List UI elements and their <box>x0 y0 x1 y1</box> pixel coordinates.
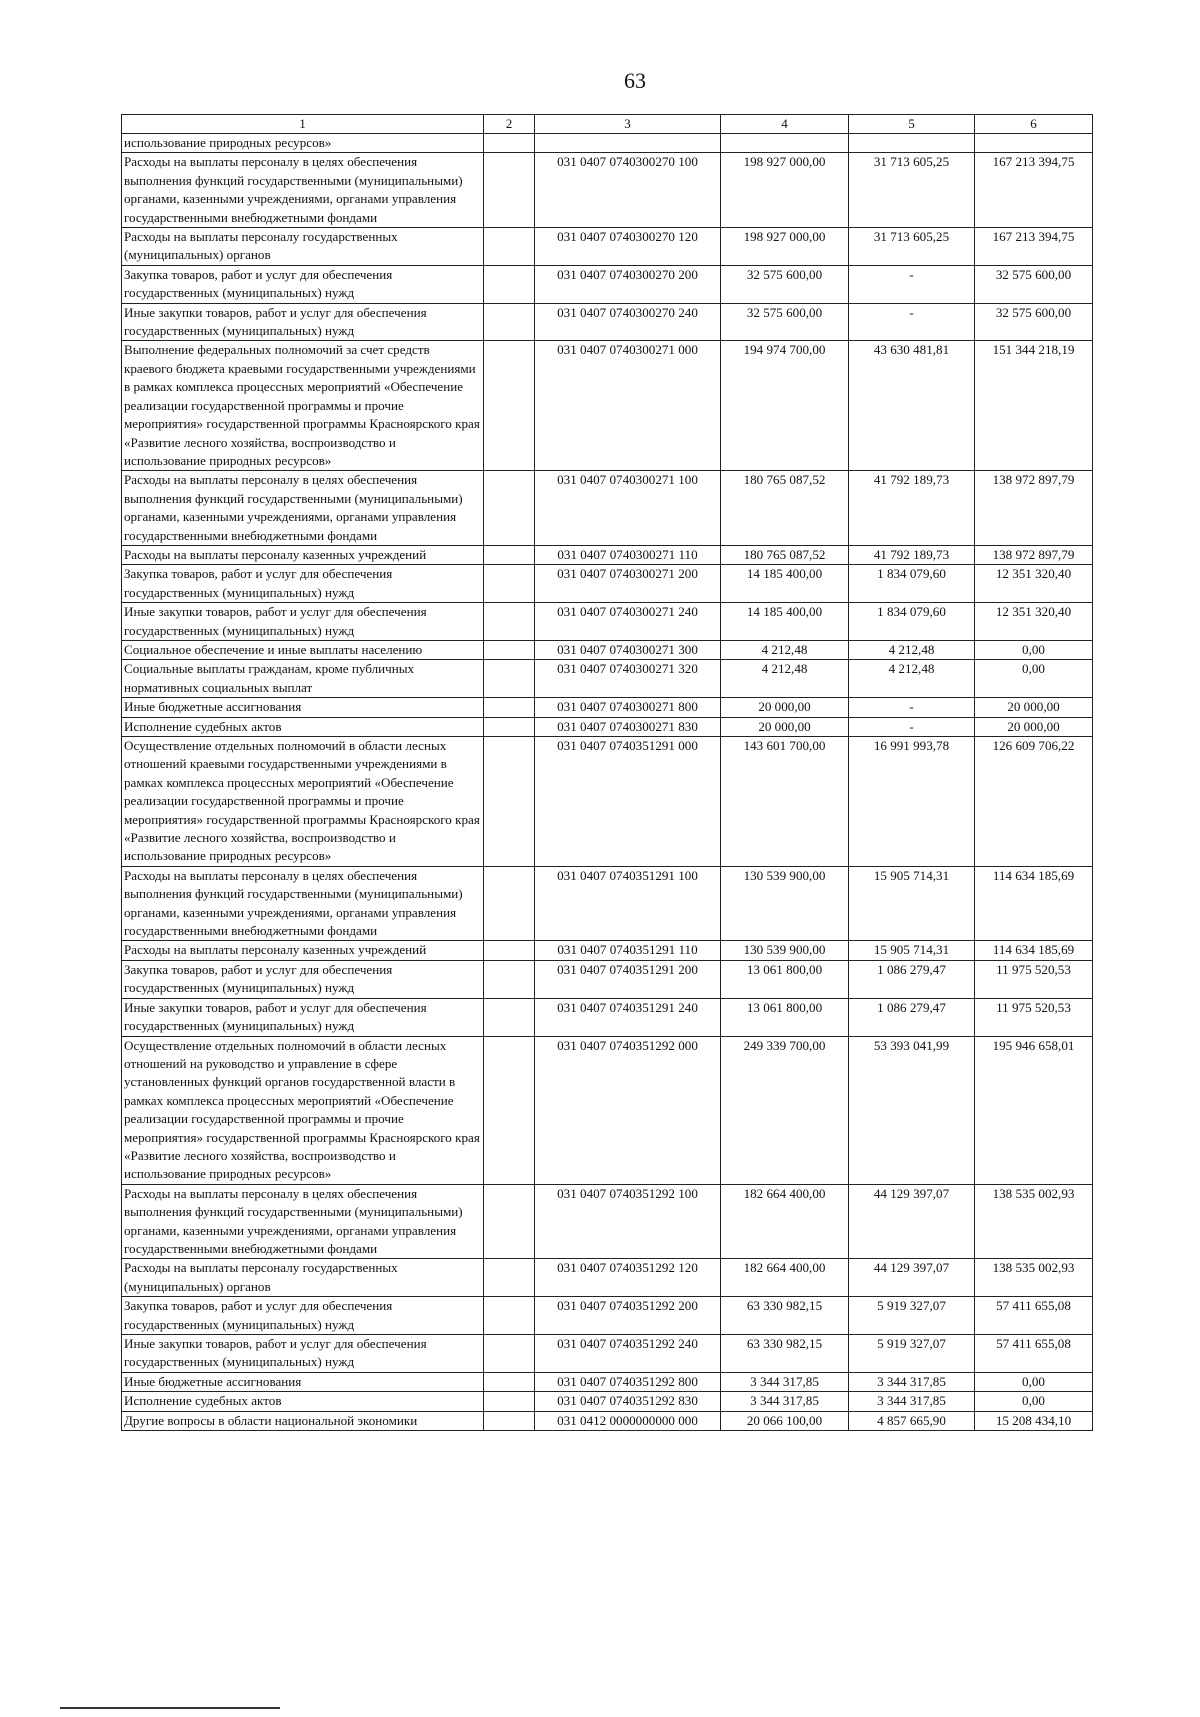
executed-amount-cell: - <box>849 303 975 341</box>
planned-amount-cell: 182 664 400,00 <box>721 1259 849 1297</box>
remaining-amount-cell: 138 535 002,93 <box>975 1184 1093 1259</box>
table-row <box>122 603 1093 641</box>
expense-name-cell: Расходы на выплаты персоналу в целях обеспечения выполнения функций государственными (муниципальными) органами, казенными учреждениями, органами управления государственными внебюджетными фондами <box>122 153 484 228</box>
table-row <box>122 228 1093 266</box>
expense-name-cell: Закупка товаров, работ и услуг для обеспечения государственных (муниципальных) нужд <box>122 960 484 998</box>
remaining-amount-cell: 138 972 897,79 <box>975 471 1093 546</box>
table-row <box>122 1184 1093 1259</box>
budget-code-cell: 031 0407 0740351292 800 <box>535 1372 721 1391</box>
remaining-amount-cell: 114 634 185,69 <box>975 941 1093 960</box>
budget-code-cell: 031 0407 0740300270 120 <box>535 228 721 266</box>
planned-amount-cell: 63 330 982,15 <box>721 1297 849 1335</box>
table-row <box>122 565 1093 603</box>
table-row <box>122 1259 1093 1297</box>
column-header: 4 <box>721 115 849 134</box>
planned-amount-cell: 4 212,48 <box>721 660 849 698</box>
expense-name-cell: Иные закупки товаров, работ и услуг для обеспечения государственных (муниципальных) нужд <box>122 603 484 641</box>
planned-amount-cell: 63 330 982,15 <box>721 1335 849 1373</box>
remaining-amount-cell: 138 535 002,93 <box>975 1259 1093 1297</box>
executed-amount-cell: 1 834 079,60 <box>849 565 975 603</box>
remaining-amount-cell: 0,00 <box>975 660 1093 698</box>
remaining-amount-cell: 11 975 520,53 <box>975 998 1093 1036</box>
table-row <box>122 1392 1093 1411</box>
expense-name-cell: Закупка товаров, работ и услуг для обеспечения государственных (муниципальных) нужд <box>122 265 484 303</box>
budget-code-cell: 031 0407 0740300271 300 <box>535 640 721 659</box>
column-2-cell <box>484 998 535 1036</box>
planned-amount-cell: 3 344 317,85 <box>721 1372 849 1391</box>
column-2-cell <box>484 1392 535 1411</box>
executed-amount-cell: 1 086 279,47 <box>849 998 975 1036</box>
table-row <box>122 153 1093 228</box>
expense-name-cell: Осуществление отдельных полномочий в области лесных отношений на руководство и управление в сфере установленных функций органов государственной власти в рамках комплекса процессных мероприятий «Обеспечение реализации государственной программы и прочие мероприятия» государственной программы Красноярского края «Развитие лесного хозяйства, воспроизводство и использование природных ресурсов» <box>122 1036 484 1184</box>
planned-amount-cell: 20 066 100,00 <box>721 1411 849 1430</box>
executed-amount-cell: 5 919 327,07 <box>849 1335 975 1373</box>
executed-amount-cell <box>849 134 975 153</box>
column-2-cell <box>484 471 535 546</box>
planned-amount-cell: 182 664 400,00 <box>721 1184 849 1259</box>
column-2-cell <box>484 737 535 867</box>
executed-amount-cell: - <box>849 265 975 303</box>
remaining-amount-cell: 57 411 655,08 <box>975 1335 1093 1373</box>
expense-name-cell: Другие вопросы в области национальной экономики <box>122 1411 484 1430</box>
planned-amount-cell: 13 061 800,00 <box>721 998 849 1036</box>
column-2-cell <box>484 1259 535 1297</box>
column-header: 3 <box>535 115 721 134</box>
planned-amount-cell: 194 974 700,00 <box>721 341 849 471</box>
expense-name-cell: Иные бюджетные ассигнования <box>122 698 484 717</box>
budget-code-cell: 031 0407 0740300271 830 <box>535 717 721 736</box>
planned-amount-cell: 3 344 317,85 <box>721 1392 849 1411</box>
remaining-amount-cell: 0,00 <box>975 1372 1093 1391</box>
column-2-cell <box>484 698 535 717</box>
budget-code-cell: 031 0407 0740351292 000 <box>535 1036 721 1184</box>
column-2-cell <box>484 640 535 659</box>
remaining-amount-cell: 114 634 185,69 <box>975 866 1093 941</box>
table-row <box>122 1297 1093 1335</box>
planned-amount-cell: 14 185 400,00 <box>721 603 849 641</box>
table-row <box>122 545 1093 564</box>
expense-name-cell: Иные закупки товаров, работ и услуг для обеспечения государственных (муниципальных) нужд <box>122 303 484 341</box>
column-2-cell <box>484 1036 535 1184</box>
expense-name-cell: Иные закупки товаров, работ и услуг для обеспечения государственных (муниципальных) нужд <box>122 1335 484 1373</box>
table-row <box>122 303 1093 341</box>
remaining-amount-cell: 167 213 394,75 <box>975 228 1093 266</box>
table-row <box>122 1036 1093 1184</box>
remaining-amount-cell: 0,00 <box>975 1392 1093 1411</box>
column-2-cell <box>484 1372 535 1391</box>
expense-name-cell: Расходы на выплаты персоналу государственных (муниципальных) органов <box>122 1259 484 1297</box>
budget-code-cell: 031 0407 0740300271 110 <box>535 545 721 564</box>
remaining-amount-cell <box>975 134 1093 153</box>
planned-amount-cell: 180 765 087,52 <box>721 471 849 546</box>
budget-code-cell: 031 0407 0740300271 320 <box>535 660 721 698</box>
planned-amount-cell: 4 212,48 <box>721 640 849 659</box>
table-row <box>122 717 1093 736</box>
column-header: 2 <box>484 115 535 134</box>
budget-code-cell: 031 0407 0740300271 240 <box>535 603 721 641</box>
column-2-cell <box>484 565 535 603</box>
column-2-cell <box>484 303 535 341</box>
budget-code-cell: 031 0407 0740351291 110 <box>535 941 721 960</box>
column-2-cell <box>484 545 535 564</box>
table-row <box>122 1411 1093 1430</box>
executed-amount-cell: 16 991 993,78 <box>849 737 975 867</box>
budget-code-cell: 031 0407 0740300270 100 <box>535 153 721 228</box>
executed-amount-cell: 1 086 279,47 <box>849 960 975 998</box>
column-header: 5 <box>849 115 975 134</box>
executed-amount-cell: 3 344 317,85 <box>849 1372 975 1391</box>
column-2-cell <box>484 960 535 998</box>
column-2-cell <box>484 265 535 303</box>
planned-amount-cell: 198 927 000,00 <box>721 228 849 266</box>
executed-amount-cell: 4 857 665,90 <box>849 1411 975 1430</box>
executed-amount-cell: 15 905 714,31 <box>849 941 975 960</box>
executed-amount-cell: 53 393 041,99 <box>849 1036 975 1184</box>
executed-amount-cell: 5 919 327,07 <box>849 1297 975 1335</box>
expense-name-cell: Иные бюджетные ассигнования <box>122 1372 484 1391</box>
planned-amount-cell: 249 339 700,00 <box>721 1036 849 1184</box>
budget-code-cell: 031 0412 0000000000 000 <box>535 1411 721 1430</box>
remaining-amount-cell: 138 972 897,79 <box>975 545 1093 564</box>
remaining-amount-cell: 11 975 520,53 <box>975 960 1093 998</box>
column-2-cell <box>484 717 535 736</box>
column-2-cell <box>484 134 535 153</box>
executed-amount-cell: 15 905 714,31 <box>849 866 975 941</box>
budget-code-cell: 031 0407 0740351292 200 <box>535 1297 721 1335</box>
budget-code-cell: 031 0407 0740300271 200 <box>535 565 721 603</box>
table-row <box>122 341 1093 471</box>
table-row <box>122 866 1093 941</box>
expense-name-cell: Иные закупки товаров, работ и услуг для обеспечения государственных (муниципальных) нужд <box>122 998 484 1036</box>
executed-amount-cell: 3 344 317,85 <box>849 1392 975 1411</box>
executed-amount-cell: - <box>849 698 975 717</box>
budget-code-cell: 031 0407 0740300271 000 <box>535 341 721 471</box>
expense-name-cell: Закупка товаров, работ и услуг для обеспечения государственных (муниципальных) нужд <box>122 1297 484 1335</box>
column-2-cell <box>484 228 535 266</box>
executed-amount-cell: 31 713 605,25 <box>849 153 975 228</box>
budget-code-cell <box>535 134 721 153</box>
table-header-row <box>122 115 1093 134</box>
budget-code-cell: 031 0407 0740351292 240 <box>535 1335 721 1373</box>
remaining-amount-cell: 167 213 394,75 <box>975 153 1093 228</box>
table-row <box>122 737 1093 867</box>
executed-amount-cell: - <box>849 717 975 736</box>
column-2-cell <box>484 1411 535 1430</box>
expense-name-cell: Расходы на выплаты персоналу казенных учреждений <box>122 545 484 564</box>
column-2-cell <box>484 866 535 941</box>
planned-amount-cell: 143 601 700,00 <box>721 737 849 867</box>
remaining-amount-cell: 32 575 600,00 <box>975 303 1093 341</box>
budget-code-cell: 031 0407 0740351291 000 <box>535 737 721 867</box>
remaining-amount-cell: 195 946 658,01 <box>975 1036 1093 1184</box>
expense-name-cell: Исполнение судебных актов <box>122 717 484 736</box>
planned-amount-cell: 32 575 600,00 <box>721 265 849 303</box>
column-header: 6 <box>975 115 1093 134</box>
table-row <box>122 1372 1093 1391</box>
table-row <box>122 471 1093 546</box>
remaining-amount-cell: 20 000,00 <box>975 717 1093 736</box>
column-2-cell <box>484 660 535 698</box>
planned-amount-cell: 130 539 900,00 <box>721 941 849 960</box>
budget-code-cell: 031 0407 0740300271 100 <box>535 471 721 546</box>
executed-amount-cell: 41 792 189,73 <box>849 471 975 546</box>
column-2-cell <box>484 603 535 641</box>
budget-code-cell: 031 0407 0740300270 200 <box>535 265 721 303</box>
table-body <box>122 134 1093 1431</box>
remaining-amount-cell: 151 344 218,19 <box>975 341 1093 471</box>
executed-amount-cell: 41 792 189,73 <box>849 545 975 564</box>
table-row <box>122 998 1093 1036</box>
expense-name-cell: Социальное обеспечение и иные выплаты населению <box>122 640 484 659</box>
planned-amount-cell: 14 185 400,00 <box>721 565 849 603</box>
table-row <box>122 698 1093 717</box>
table-row <box>122 941 1093 960</box>
executed-amount-cell: 4 212,48 <box>849 640 975 659</box>
budget-code-cell: 031 0407 0740351292 120 <box>535 1259 721 1297</box>
budget-code-cell: 031 0407 0740300271 800 <box>535 698 721 717</box>
table-row <box>122 640 1093 659</box>
budget-code-cell: 031 0407 0740351291 100 <box>535 866 721 941</box>
expense-name-cell: Закупка товаров, работ и услуг для обеспечения государственных (муниципальных) нужд <box>122 565 484 603</box>
column-2-cell <box>484 1297 535 1335</box>
remaining-amount-cell: 20 000,00 <box>975 698 1093 717</box>
column-2-cell <box>484 1184 535 1259</box>
expense-name-cell: Исполнение судебных актов <box>122 1392 484 1411</box>
budget-code-cell: 031 0407 0740351292 100 <box>535 1184 721 1259</box>
expense-name-cell: Осуществление отдельных полномочий в области лесных отношений краевыми государственными учреждениями в рамках комплекса процессных мероприятий «Обеспечение реализации государственной программы и прочие мероприятия» государственной программы Красноярского края «Развитие лесного хозяйства, воспроизводство и использование природных ресурсов» <box>122 737 484 867</box>
budget-code-cell: 031 0407 0740351292 830 <box>535 1392 721 1411</box>
executed-amount-cell: 4 212,48 <box>849 660 975 698</box>
expense-name-cell: Расходы на выплаты персоналу в целях обеспечения выполнения функций государственными (муниципальными) органами, казенными учреждениями, органами управления государственными внебюджетными фондами <box>122 471 484 546</box>
budget-table <box>121 114 1093 1431</box>
footer-rule <box>60 1707 280 1709</box>
column-header: 1 <box>122 115 484 134</box>
remaining-amount-cell: 0,00 <box>975 640 1093 659</box>
table-row <box>122 660 1093 698</box>
column-2-cell <box>484 153 535 228</box>
column-2-cell <box>484 1335 535 1373</box>
executed-amount-cell: 31 713 605,25 <box>849 228 975 266</box>
planned-amount-cell: 198 927 000,00 <box>721 153 849 228</box>
expense-name-cell: Выполнение федеральных полномочий за счет средств краевого бюджета краевыми государственными учреждениями в рамках комплекса процессных мероприятий «Обеспечение реализации государственной программы и прочие мероприятия» государственной программы Красноярского края «Развитие лесного хозяйства, воспроизводство и использование природных ресурсов» <box>122 341 484 471</box>
remaining-amount-cell: 57 411 655,08 <box>975 1297 1093 1335</box>
planned-amount-cell: 130 539 900,00 <box>721 866 849 941</box>
executed-amount-cell: 44 129 397,07 <box>849 1259 975 1297</box>
column-2-cell <box>484 941 535 960</box>
remaining-amount-cell: 32 575 600,00 <box>975 265 1093 303</box>
planned-amount-cell: 20 000,00 <box>721 717 849 736</box>
executed-amount-cell: 43 630 481,81 <box>849 341 975 471</box>
expense-name-cell: Расходы на выплаты персоналу государственных (муниципальных) органов <box>122 228 484 266</box>
expense-name-cell: Расходы на выплаты персоналу в целях обеспечения выполнения функций государственными (муниципальными) органами, казенными учреждениями, органами управления государственными внебюджетными фондами <box>122 1184 484 1259</box>
budget-code-cell: 031 0407 0740351291 200 <box>535 960 721 998</box>
budget-code-cell: 031 0407 0740351291 240 <box>535 998 721 1036</box>
table-row <box>122 134 1093 153</box>
planned-amount-cell <box>721 134 849 153</box>
planned-amount-cell: 32 575 600,00 <box>721 303 849 341</box>
remaining-amount-cell: 126 609 706,22 <box>975 737 1093 867</box>
budget-code-cell: 031 0407 0740300270 240 <box>535 303 721 341</box>
table-row <box>122 265 1093 303</box>
expense-name-cell: использование природных ресурсов» <box>122 134 484 153</box>
table-row <box>122 960 1093 998</box>
planned-amount-cell: 13 061 800,00 <box>721 960 849 998</box>
table-row <box>122 1335 1093 1373</box>
remaining-amount-cell: 12 351 320,40 <box>975 603 1093 641</box>
planned-amount-cell: 20 000,00 <box>721 698 849 717</box>
planned-amount-cell: 180 765 087,52 <box>721 545 849 564</box>
remaining-amount-cell: 15 208 434,10 <box>975 1411 1093 1430</box>
executed-amount-cell: 44 129 397,07 <box>849 1184 975 1259</box>
page-number: 63 <box>624 68 646 93</box>
remaining-amount-cell: 12 351 320,40 <box>975 565 1093 603</box>
expense-name-cell: Социальные выплаты гражданам, кроме публичных нормативных социальных выплат <box>122 660 484 698</box>
expense-name-cell: Расходы на выплаты персоналу казенных учреждений <box>122 941 484 960</box>
executed-amount-cell: 1 834 079,60 <box>849 603 975 641</box>
column-2-cell <box>484 341 535 471</box>
expense-name-cell: Расходы на выплаты персоналу в целях обеспечения выполнения функций государственными (муниципальными) органами, казенными учреждениями, органами управления государственными внебюджетными фондами <box>122 866 484 941</box>
